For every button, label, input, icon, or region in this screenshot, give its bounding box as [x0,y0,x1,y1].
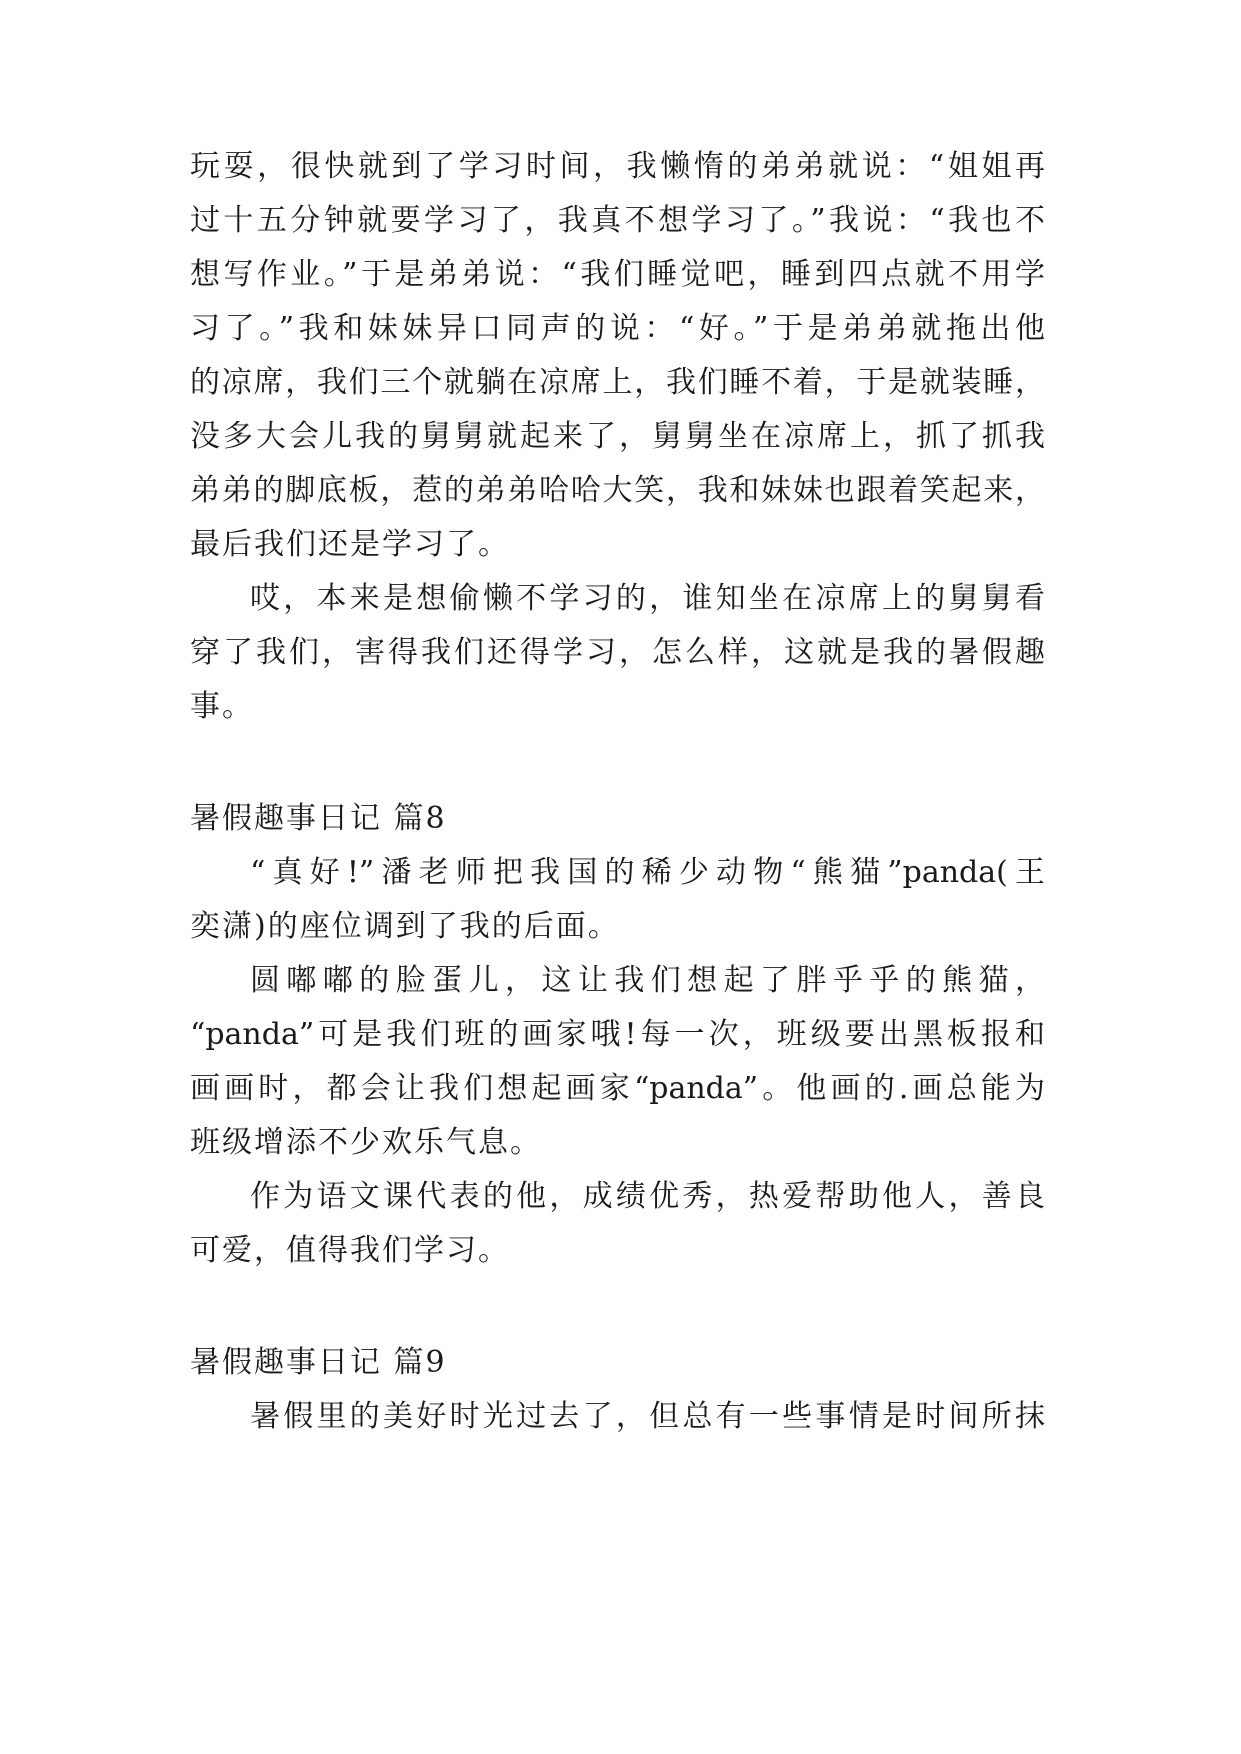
paragraph-line: 的凉席，我们三个就躺在凉席上，我们睡不着，于是就装睡， [190,365,1045,400]
paragraph-line: 习了。”我和妹妹异口同声的说：“好。”于是弟弟就拖出他 [190,311,1045,346]
paragraph-line: 圆嘟嘟的脸蛋儿，这让我们想起了胖乎乎的熊猫， [250,963,1045,998]
section-heading: 暑假趣事日记 篇8 [190,801,447,836]
paragraph-line: 暑假里的美好时光过去了，但总有一些事情是时间所抹 [250,1399,1045,1434]
paragraph-line: 想写作业。”于是弟弟说：“我们睡觉吧，睡到四点就不用学 [190,257,1045,292]
paragraph-line: 过十五分钟就要学习了，我真不想学习了。”我说：“我也不 [190,203,1045,238]
paragraph-line: “真好!”潘老师把我国的稀少动物“熊猫”panda(王 [250,855,1045,890]
paragraph-line: 没多大会儿我的舅舅就起来了，舅舅坐在凉席上，抓了抓我 [190,419,1045,454]
paragraph-line: 穿了我们，害得我们还得学习，怎么样，这就是我的暑假趣 [190,635,1045,670]
paragraph-line: 班级增添不少欢乐气息。 [190,1125,542,1160]
paragraph-line: 最后我们还是学习了。 [190,527,510,562]
section-heading: 暑假趣事日记 篇9 [190,1345,447,1380]
paragraph-line: 哎，本来是想偷懒不学习的，谁知坐在凉席上的舅舅看 [250,581,1045,616]
paragraph-line: 作为语文课代表的他，成绩优秀，热爱帮助他人，善良 [250,1179,1045,1214]
paragraph-line: 玩耍，很快就到了学习时间，我懒惰的弟弟就说：“姐姐再 [190,149,1045,184]
paragraph-line: “panda”可是我们班的画家哦!每一次，班级要出黑板报和 [190,1017,1045,1052]
paragraph-line: 画画时，都会让我们想起画家“panda”。他画的.画总能为 [190,1071,1045,1106]
paragraph-line: 弟弟的脚底板，惹的弟弟哈哈大笑，我和妹妹也跟着笑起来， [190,473,1045,508]
paragraph-line: 奕潇)的座位调到了我的后面。 [190,909,620,944]
paragraph-line: 事。 [190,689,254,724]
paragraph-line: 可爱，值得我们学习。 [190,1233,510,1268]
